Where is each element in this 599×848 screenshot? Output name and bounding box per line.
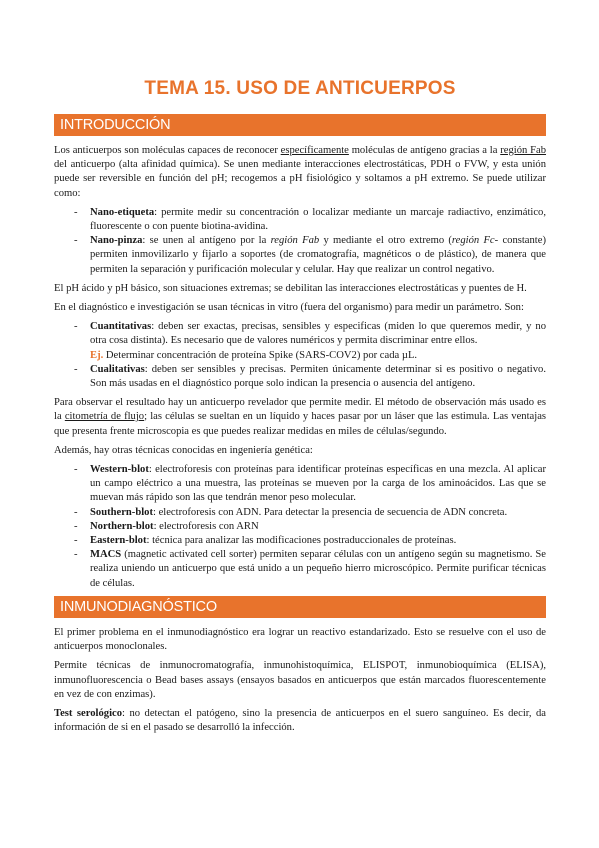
list-item: - Southern-blot: electroforesis con ADN. Para detectar la presencia de secuencia de ADN concreta. bbox=[74, 506, 508, 518]
list-item: - Eastern-blot: técnica para analizar las modificaciones postraduccionales de proteínas. bbox=[74, 535, 457, 547]
techniques-list bbox=[54, 320, 546, 391]
genetic-techniques-list bbox=[54, 463, 546, 591]
intro-paragraph-2: El pH ácido y pH básico, son situaciones extremas; se debilitan las interacciones electrostáticas y puentes de H. bbox=[54, 282, 527, 294]
list-item: - Northern-blot: electroforesis con ARN bbox=[74, 520, 259, 532]
section-heading-inmunodiagnostico: INMUNODIAGNÓSTICO bbox=[54, 596, 546, 618]
inmuno-paragraph-1: El primer problema en el inmunodiagnóstico era lograr un reactivo estandarizado. Esto se resuelve con el uso de anticuerpos monoclonales. bbox=[54, 626, 546, 653]
list-item: - Cuantitativas: deben ser exactas, precisas, sensibles y especificas (miden lo que queremos medir, y no otra cosa distinta). Es necesario que de valores numéricos y permita discriminar entre ellos. Ej. Determinar concentración de proteína Spike (SARS-COV2) por cada µL. bbox=[74, 321, 546, 361]
inmuno-paragraph-3: Test serológico: no detectan el patógeno, sino la presencia de anticuerpos en el suero sanguíneo. Es decir, da información de si en el pasado se desarrolló la infección. bbox=[54, 707, 546, 734]
intro-paragraph-1: Los anticuerpos son moléculas capaces de reconocer específicamente moléculas de antígeno gracias a la región Fab del anticuerpo (alta afinidad química). Se unen mediante interacciones electrostáticas, PDH o FVW, y esta unión puede ser reversible en función del pH; recogemos a pH fisiológico y soltamos a pH extremo. Se puede utilizar como: bbox=[54, 145, 547, 199]
list-item: - Nano-etiqueta: permite medir su concentración o localizar mediante un marcaje radiactivo, enzimático, fluorescente o con puente biotina-avidina. bbox=[74, 206, 546, 233]
intro-paragraph-4: Para observar el resultado hay un anticuerpo revelador que permite medir. El método de observación más usado es la citometría de flujo; las células se sueltan en un líquido y haces pasar por un láser que las estimula. Las ventajas que presenta frente microscopia es que puedes realizar medidas en miles de células/segundo. bbox=[54, 397, 547, 437]
section-heading-introduccion: INTRODUCCIÓN bbox=[54, 114, 546, 136]
list-item: - Western-blot: electroforesis con proteínas para identificar proteínas específicas en una mezcla. Al aplicar un campo eléctrico a una muestra, las proteínas se mueven por la carga de los aminoácidos. Las que se muevan más rápido son las que tendrán menor peso molecular. bbox=[74, 464, 546, 504]
list-item: - MACS (magnetic activated cell sorter) permiten separar células con un antígeno según su magnetismo. Se realiza uniendo un anticuerpo que está unido a un pequeño hierro microscópico. Permite purificar técnicas de células. bbox=[74, 549, 546, 589]
list-item: - Nano-pinza: se unen al antígeno por la región Fab y mediante el otro extremo (región Fc- constante) permiten inmovilizarlo y fijarlo a soportes (de cromatografía, magnéticos o de plástico), de manera que permiten la separación y purificación molecular y celular. Hay que realizar un control negativo. bbox=[74, 235, 546, 275]
document-page bbox=[54, 78, 546, 740]
page-title: TEMA 15. USO DE ANTICUERPOS bbox=[144, 78, 456, 99]
uses-list bbox=[54, 206, 546, 277]
inmuno-paragraph-2: Permite técnicas de inmunocromatografía, inmunohistoquímica, ELISPOT, inmunobioquímica (ELISA), inmunofluorescencia o Bead bases assays (ensayos basados en anticuerpos que están marcados fluorescentemente en vez de con enzimas). bbox=[54, 660, 546, 700]
intro-paragraph-5: Además, hay otras técnicas conocidas en ingeniería genética: bbox=[54, 444, 313, 456]
intro-paragraph-3: En el diagnóstico e investigación se usan técnicas in vitro (fuera del organismo) para medir un parámetro. Son: bbox=[54, 302, 524, 314]
example-label: Ej. bbox=[90, 349, 104, 361]
list-item: - Cualitativas: deben ser sensibles y precisas. Permiten únicamente determinar si es positivo o negativo. Son más usadas en el diagnóstico porque solo indican la presencia o ausencia del antígeno. bbox=[74, 363, 546, 390]
